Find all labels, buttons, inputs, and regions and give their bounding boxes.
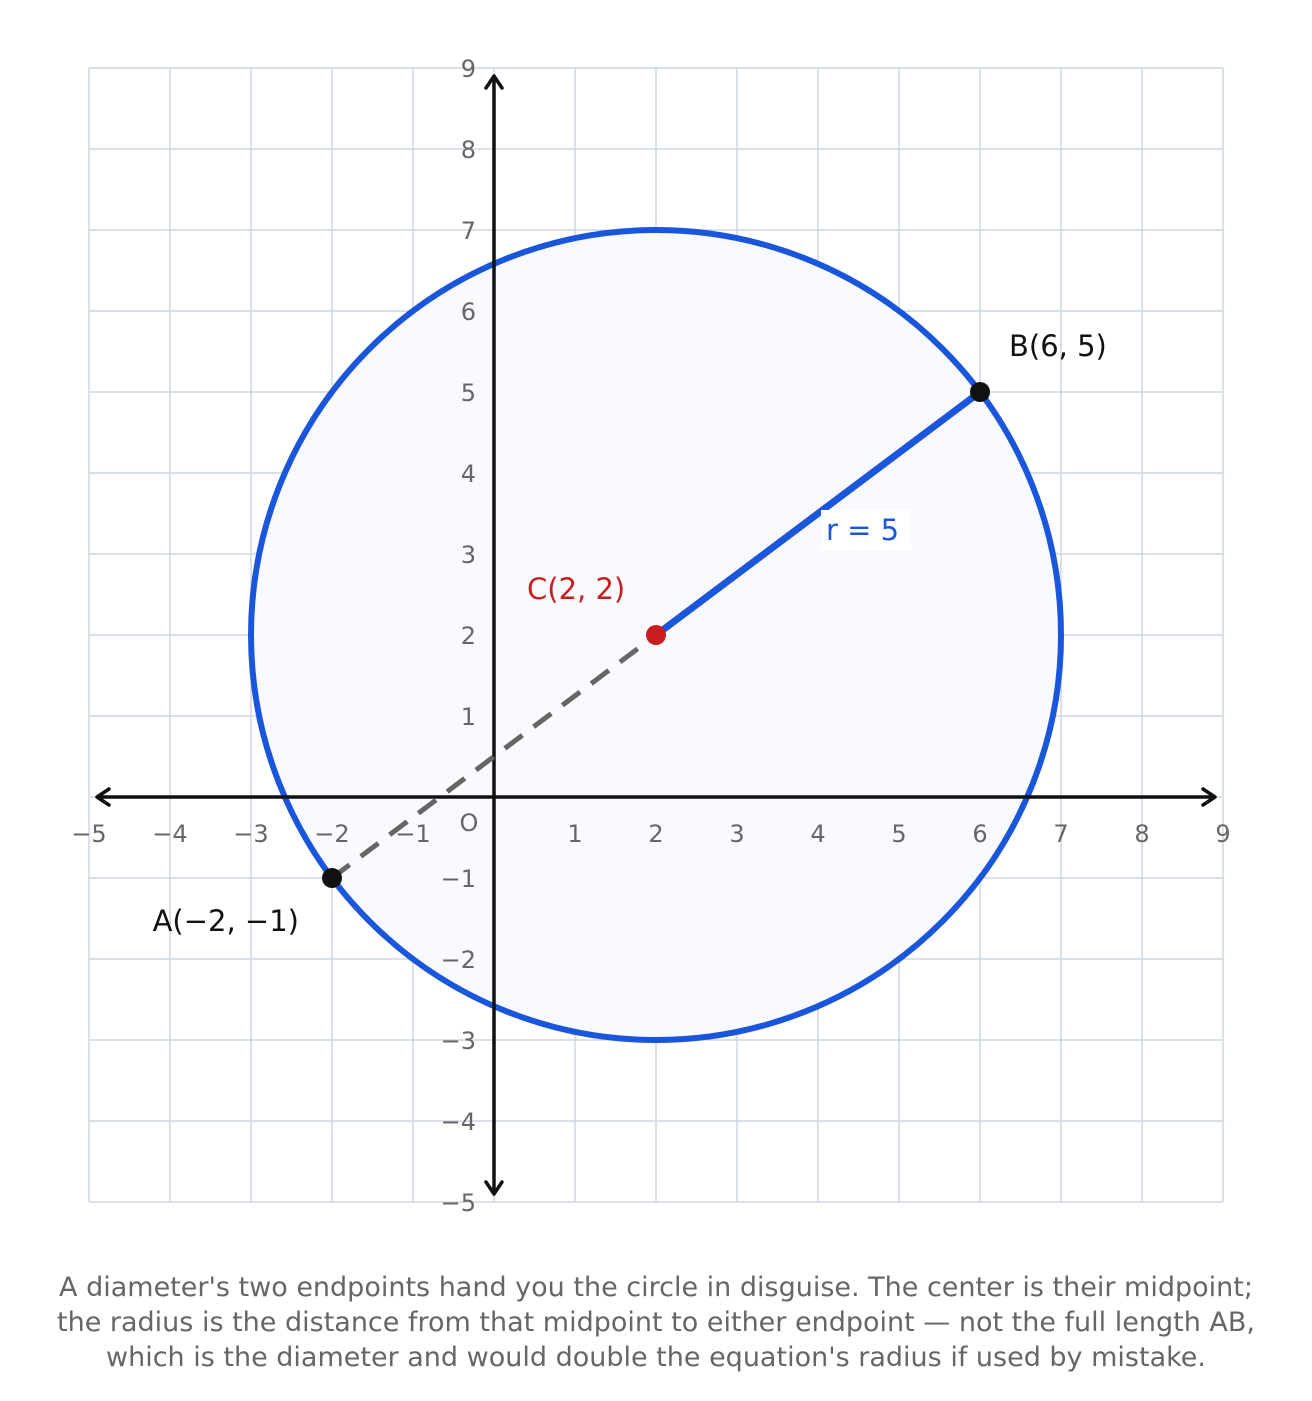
point-b: [970, 382, 990, 402]
center-point: [646, 625, 666, 645]
y-tick-label: −3: [440, 1027, 476, 1055]
center-label: C(2, 2): [527, 572, 626, 606]
caption: [0, 1270, 1312, 1375]
x-tick-label: 2: [648, 820, 664, 848]
y-tick-label: 4: [460, 460, 476, 488]
point-b-label: B(6, 5): [1009, 329, 1107, 363]
x-tick-label: 1: [567, 820, 583, 848]
y-tick-label: 9: [460, 55, 476, 83]
x-tick-label: 3: [729, 820, 745, 848]
x-tick-label: −2: [314, 820, 350, 848]
y-tick-label: 5: [460, 379, 476, 407]
y-tick-label: −1: [440, 865, 476, 893]
caption-line: which is the diameter and would double the equation's radius if used by mistake.: [106, 1342, 1206, 1373]
y-tick-label: 2: [460, 622, 476, 650]
y-tick-label: 7: [460, 217, 476, 245]
x-tick-label: 8: [1134, 820, 1150, 848]
y-tick-label: 8: [460, 136, 476, 164]
x-tick-label: −1: [395, 820, 431, 848]
x-tick-label: 5: [891, 820, 907, 848]
y-tick-label: 1: [460, 703, 476, 731]
point-a-label: A(−2, −1): [152, 904, 299, 938]
origin-label: O: [459, 809, 479, 837]
x-tick-label: −4: [152, 820, 188, 848]
y-tick-label: −5: [440, 1189, 476, 1217]
y-tick-label: 3: [460, 541, 476, 569]
y-tick-label: −4: [440, 1108, 476, 1136]
x-tick-label: 4: [810, 820, 826, 848]
y-tick-label: −2: [440, 946, 476, 974]
radius-label: r = 5: [826, 513, 900, 547]
x-tick-label: 7: [1053, 820, 1069, 848]
x-tick-label: 6: [972, 820, 988, 848]
x-tick-label: 9: [1215, 820, 1231, 848]
x-tick-label: −5: [71, 820, 107, 848]
point-a: [322, 868, 342, 888]
caption-line: A diameter's two endpoints hand you the circle in disguise. The center is their midpoint;: [59, 1272, 1253, 1303]
x-tick-label: −3: [233, 820, 269, 848]
caption-line: the radius is the distance from that midpoint to either endpoint — not the full length AB,: [57, 1307, 1255, 1338]
y-tick-label: 6: [460, 298, 476, 326]
